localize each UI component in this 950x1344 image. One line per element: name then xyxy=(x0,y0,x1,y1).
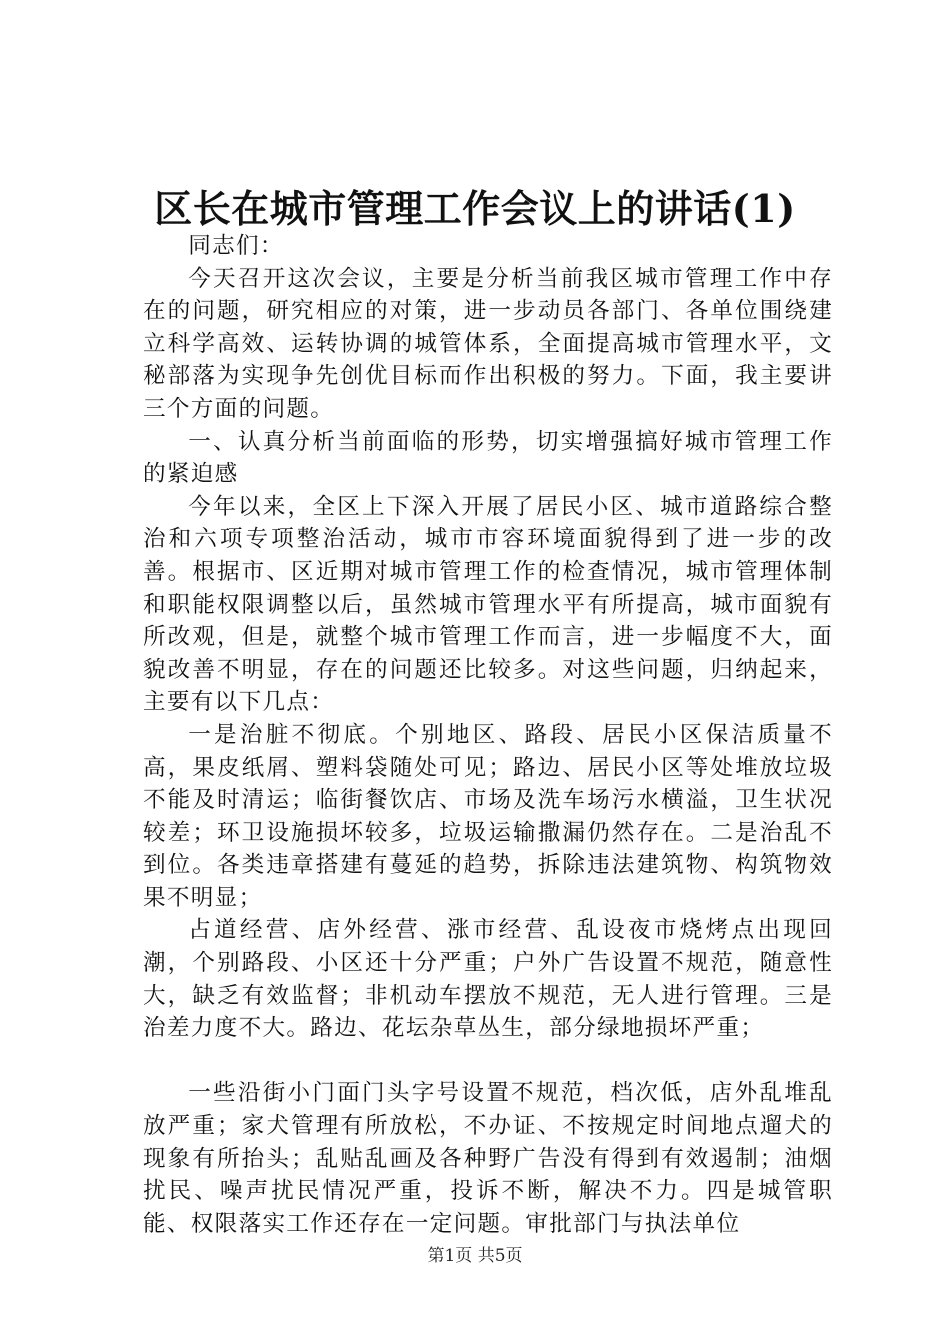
body-paragraph: 占道经营、店外经营、涨市经营、乱设夜市烧烤点出现回潮，个别路段、小区还十分严重；户外广告设置不规范，随意性大，缺乏有效监督；非机动车摆放不规范，无人进行管理。三是治差力度不大。路边、花坛杂草丛生，部分绿地损坏严重； xyxy=(143,917,833,1042)
document-body xyxy=(143,230,833,1240)
section-heading-1: 一、认真分析当前面临的形势，切实增强搞好城市管理工作的紧迫感 xyxy=(143,428,833,488)
document-title: 区长在城市管理工作会议上的讲话(1) xyxy=(154,186,796,231)
salutation-paragraph: 同志们： xyxy=(188,233,284,259)
body-paragraph: 一是治脏不彻底。个别地区、路段、居民小区保洁质量不高，果皮纸屑、塑料袋随处可见；路边、居民小区等处堆放垃圾不能及时清运；临街餐饮店、市场及洗车场污水横溢，卫生状况较差；环卫设施损坏较多，垃圾运输撒漏仍然存在。二是治乱不到位。各类违章搭建有蔓延的趋势，拆除违法建筑物、构筑物效果不明显； xyxy=(143,721,833,911)
body-paragraph: 今年以来，全区上下深入开展了居民小区、城市道路综合整治和六项专项整治活动，城市市容环境面貌得到了进一步的改善。根据市、区近期对城市管理工作的检查情况，城市管理体制和职能权限调整以后，虽然城市管理水平有所提高，城市面貌有所改观，但是，就整个城市管理工作而言，进一步幅度不大，面貌改善不明显，存在的问题还比较多。对这些问题，归纳起来，主要有以下几点： xyxy=(143,493,833,716)
intro-paragraph: 今天召开这次会议，主要是分析当前我区城市管理工作中存在的问题，研究相应的对策，进一步动员各部门、各单位围绕建立科学高效、运转协调的城管体系，全面提高城市管理水平，文秘部落为实现争先创优目标而作出积极的努力。下面，我主要讲三个方面的问题。 xyxy=(143,265,833,422)
page-number-footer: 第1页 共5页 xyxy=(427,1246,523,1266)
body-paragraph: 一些沿街小门面门头字号设置不规范，档次低，店外乱堆乱放严重；家犬管理有所放松，不办证、不按规定时间地点遛犬的现象有所抬头；乱贴乱画及各种野广告没有得到有效遏制；油烟扰民、噪声扰民情况严重，投诉不断，解决不力。四是城管职能、权限落实工作还存在一定问题。审批部门与执法单位 xyxy=(143,1080,833,1237)
